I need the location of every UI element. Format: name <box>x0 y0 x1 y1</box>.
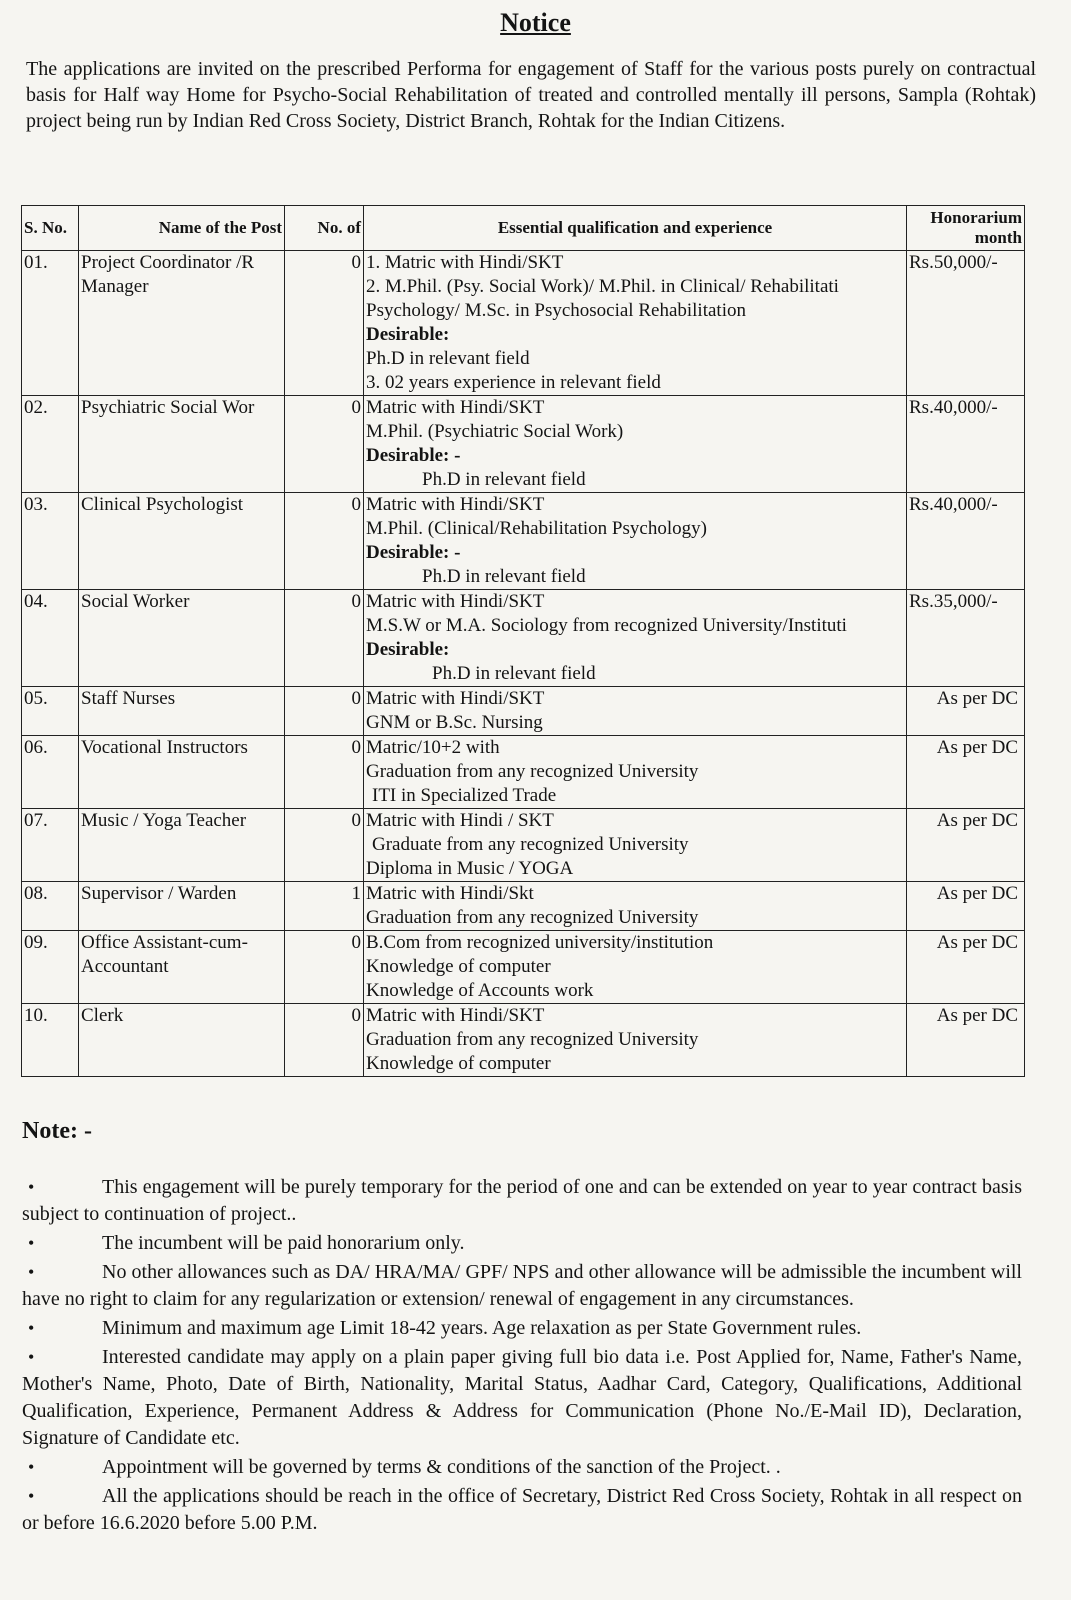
page-title: Notice <box>500 8 571 37</box>
note-item <box>22 1483 1022 1537</box>
qualification-line: Ph.D in relevant field <box>422 469 586 490</box>
notes-list <box>22 1174 1022 1539</box>
row-qualification <box>364 493 907 590</box>
row-number: 0 <box>285 809 364 882</box>
row-post-name <box>79 1004 285 1077</box>
row-sno: 09. <box>22 931 79 1004</box>
header-qualification: Essential qualification and experience <box>364 206 907 251</box>
row-honorarium: As per DC <box>907 931 1025 1004</box>
note-item <box>22 1174 1022 1228</box>
header-sno: S. No. <box>22 206 79 251</box>
note-text: Interested candidate may apply on a plain paper giving full bio data i.e. Post Applied for, Name, Father's Name, Mother's Name, Photo, Date of Birth, Nationality, Marital Status, Aadhar Card, Category, Qualifications, Additional Qualification, Experience, Permanent Address & Address for Communication (Phone No./E-Mail ID), Declaration, Signature of Candidate etc. <box>22 1346 1022 1449</box>
row-post-name <box>79 882 285 931</box>
row-qualification <box>364 809 907 882</box>
row-qualification <box>364 687 907 736</box>
note-item <box>22 1259 1022 1313</box>
qualification-line: Matric with Hindi/SKT <box>366 397 545 418</box>
row-honorarium: Rs.40,000/- <box>907 396 1025 493</box>
qualification-line: M.Phil. (Psychiatric Social Work) <box>366 421 624 442</box>
qualification-line: Desirable: - <box>366 445 461 466</box>
row-sno: 07. <box>22 809 79 882</box>
post-name-line: Project Coordinator /R <box>81 252 255 273</box>
table-row <box>22 493 1025 590</box>
qualification-line: Ph.D in relevant field <box>366 348 530 369</box>
header-post-name: Name of the Post <box>79 206 285 251</box>
row-post-name <box>79 396 285 493</box>
row-sno: 01. <box>22 251 79 396</box>
row-post-name <box>79 590 285 687</box>
qualification-line: Desirable: <box>366 324 450 345</box>
table-row <box>22 251 1025 396</box>
note-text: This engagement will be purely temporary for the period of one and can be extended on year to year contract basis subject to continuation of project.. <box>22 1176 1022 1225</box>
bullet-icon: • <box>28 1318 35 1338</box>
bullet-icon: • <box>28 1457 35 1477</box>
row-honorarium: As per DC <box>907 809 1025 882</box>
qualification-line: Graduate from any recognized University <box>372 834 689 855</box>
qualification-line: B.Com from recognized university/institution <box>366 932 714 953</box>
qualification-line: Matric with Hindi / SKT <box>366 810 554 831</box>
row-sno: 10. <box>22 1004 79 1077</box>
row-number: 1 <box>285 882 364 931</box>
qualification-line: GNM or B.Sc. Nursing <box>366 712 543 733</box>
row-post-name <box>79 251 285 396</box>
table-row <box>22 687 1025 736</box>
row-sno: 02. <box>22 396 79 493</box>
posts-table <box>21 205 1025 1077</box>
row-qualification <box>364 736 907 809</box>
qualification-line: Graduation from any recognized University <box>366 907 699 928</box>
row-sno: 08. <box>22 882 79 931</box>
qualification-line: Matric with Hindi/SKT <box>366 494 545 515</box>
bullet-icon: • <box>28 1233 35 1253</box>
row-qualification <box>364 931 907 1004</box>
bullet-icon: • <box>28 1347 35 1367</box>
qualification-line: Knowledge of computer <box>366 1053 551 1074</box>
row-number: 0 <box>285 590 364 687</box>
qualification-line: 2. M.Phil. (Psy. Social Work)/ M.Phil. in Clinical/ Rehabilitati <box>366 276 839 297</box>
qualification-line: 1. Matric with Hindi/SKT <box>366 252 564 273</box>
row-qualification <box>364 396 907 493</box>
header-honorarium <box>907 206 1025 251</box>
table-row <box>22 1004 1025 1077</box>
post-name-line: Psychiatric Social Wor <box>81 397 255 418</box>
post-name-line: Accountant <box>81 956 169 977</box>
row-qualification <box>364 1004 907 1077</box>
row-post-name <box>79 736 285 809</box>
header-honorarium-line1: Honorarium <box>930 208 1022 227</box>
table-header-row <box>22 206 1025 251</box>
row-honorarium: Rs.40,000/- <box>907 493 1025 590</box>
table-body <box>22 251 1025 1077</box>
row-number: 0 <box>285 931 364 1004</box>
note-text: The incumbent will be paid honorarium only. <box>102 1232 465 1254</box>
post-name-line: Manager <box>81 276 149 297</box>
qualification-line: Diploma in Music / YOGA <box>366 858 574 879</box>
row-honorarium: Rs.35,000/- <box>907 590 1025 687</box>
qualification-line: Desirable: <box>366 639 450 660</box>
post-name-line: Social Worker <box>81 591 190 612</box>
qualification-line: Ph.D in relevant field <box>432 663 596 684</box>
note-item <box>22 1230 1022 1257</box>
row-honorarium: As per DC <box>907 687 1025 736</box>
row-sno: 05. <box>22 687 79 736</box>
row-honorarium: As per DC <box>907 1004 1025 1077</box>
qualification-line: Knowledge of Accounts work <box>366 980 594 1001</box>
note-text: All the applications should be reach in the office of Secretary, District Red Cross Society, Rohtak in all respect on or before 16.6.2020 before 5.00 P.M. <box>22 1485 1022 1534</box>
bullet-icon: • <box>28 1486 35 1506</box>
row-number: 0 <box>285 687 364 736</box>
note-item <box>22 1454 1022 1481</box>
row-qualification <box>364 251 907 396</box>
bullet-icon: • <box>28 1177 35 1197</box>
post-name-line: Clerk <box>81 1005 124 1026</box>
row-qualification <box>364 590 907 687</box>
row-sno: 06. <box>22 736 79 809</box>
qualification-line: 3. 02 years experience in relevant field <box>366 372 661 393</box>
row-number: 0 <box>285 1004 364 1077</box>
table-row <box>22 882 1025 931</box>
row-number: 0 <box>285 251 364 396</box>
note-item <box>22 1344 1022 1452</box>
row-sno: 04. <box>22 590 79 687</box>
qualification-line: Psychology/ M.Sc. in Psychosocial Rehabilitation <box>366 300 746 321</box>
note-item <box>22 1315 1022 1342</box>
row-honorarium: Rs.50,000/- <box>907 251 1025 396</box>
row-number: 0 <box>285 493 364 590</box>
bullet-icon: • <box>28 1262 35 1282</box>
qualification-line: Matric with Hindi/SKT <box>366 688 545 709</box>
post-name-line: Staff Nurses <box>81 688 176 709</box>
qualification-line: Desirable: - <box>366 542 461 563</box>
row-post-name <box>79 687 285 736</box>
qualification-line: Graduation from any recognized University <box>366 761 699 782</box>
note-text: No other allowances such as DA/ HRA/MA/ GPF/ NPS and other allowance will be admissible the incumbent will have no right to claim for any regularization or extension/ renewal of engagement in any circumstances. <box>22 1261 1022 1310</box>
intro-paragraph: The applications are invited on the prescribed Performa for engagement of Staff for the various posts purely on contractual basis for Half way Home for Psycho-Social Rehabilitation of treated and controlled mentally ill persons, Sampla (Rohtak) project being run by Indian Red Cross Society, District Branch, Rohtak for the Indian Citizens. <box>26 58 1036 132</box>
post-name-line: Clinical Psychologist <box>81 494 244 515</box>
post-name-line: Vocational Instructors <box>81 737 248 758</box>
table-row <box>22 590 1025 687</box>
row-honorarium: As per DC <box>907 882 1025 931</box>
note-text: Appointment will be governed by terms & conditions of the sanction of the Project. . <box>102 1456 781 1478</box>
row-qualification <box>364 882 907 931</box>
qualification-line: M.S.W or M.A. Sociology from recognized University/Instituti <box>366 615 847 636</box>
table-row <box>22 931 1025 1004</box>
post-name-line: Office Assistant-cum- <box>81 932 248 953</box>
qualification-line: Matric with Hindi/SKT <box>366 591 545 612</box>
row-sno: 03. <box>22 493 79 590</box>
qualification-line: Knowledge of computer <box>366 956 551 977</box>
table-row <box>22 736 1025 809</box>
row-honorarium: As per DC <box>907 736 1025 809</box>
qualification-line: Matric with Hindi/Skt <box>366 883 534 904</box>
qualification-line: ITI in Specialized Trade <box>372 785 557 806</box>
table-row <box>22 396 1025 493</box>
qualification-line: Graduation from any recognized University <box>366 1029 699 1050</box>
notes-heading: Note: - <box>22 1118 92 1144</box>
qualification-line: M.Phil. (Clinical/Rehabilitation Psychology) <box>366 518 707 539</box>
note-text: Minimum and maximum age Limit 18-42 years. Age relaxation as per State Government rules. <box>102 1317 862 1339</box>
table-row <box>22 809 1025 882</box>
qualification-line: Ph.D in relevant field <box>422 566 586 587</box>
row-post-name <box>79 809 285 882</box>
row-number: 0 <box>285 736 364 809</box>
qualification-line: Matric with Hindi/SKT <box>366 1005 545 1026</box>
post-name-line: Music / Yoga Teacher <box>81 810 247 831</box>
row-post-name <box>79 931 285 1004</box>
header-number: No. of <box>285 206 364 251</box>
row-post-name <box>79 493 285 590</box>
row-number: 0 <box>285 396 364 493</box>
qualification-line: Matric/10+2 with <box>366 737 500 758</box>
header-honorarium-line2: month <box>974 228 1022 247</box>
post-name-line: Supervisor / Warden <box>81 883 237 904</box>
